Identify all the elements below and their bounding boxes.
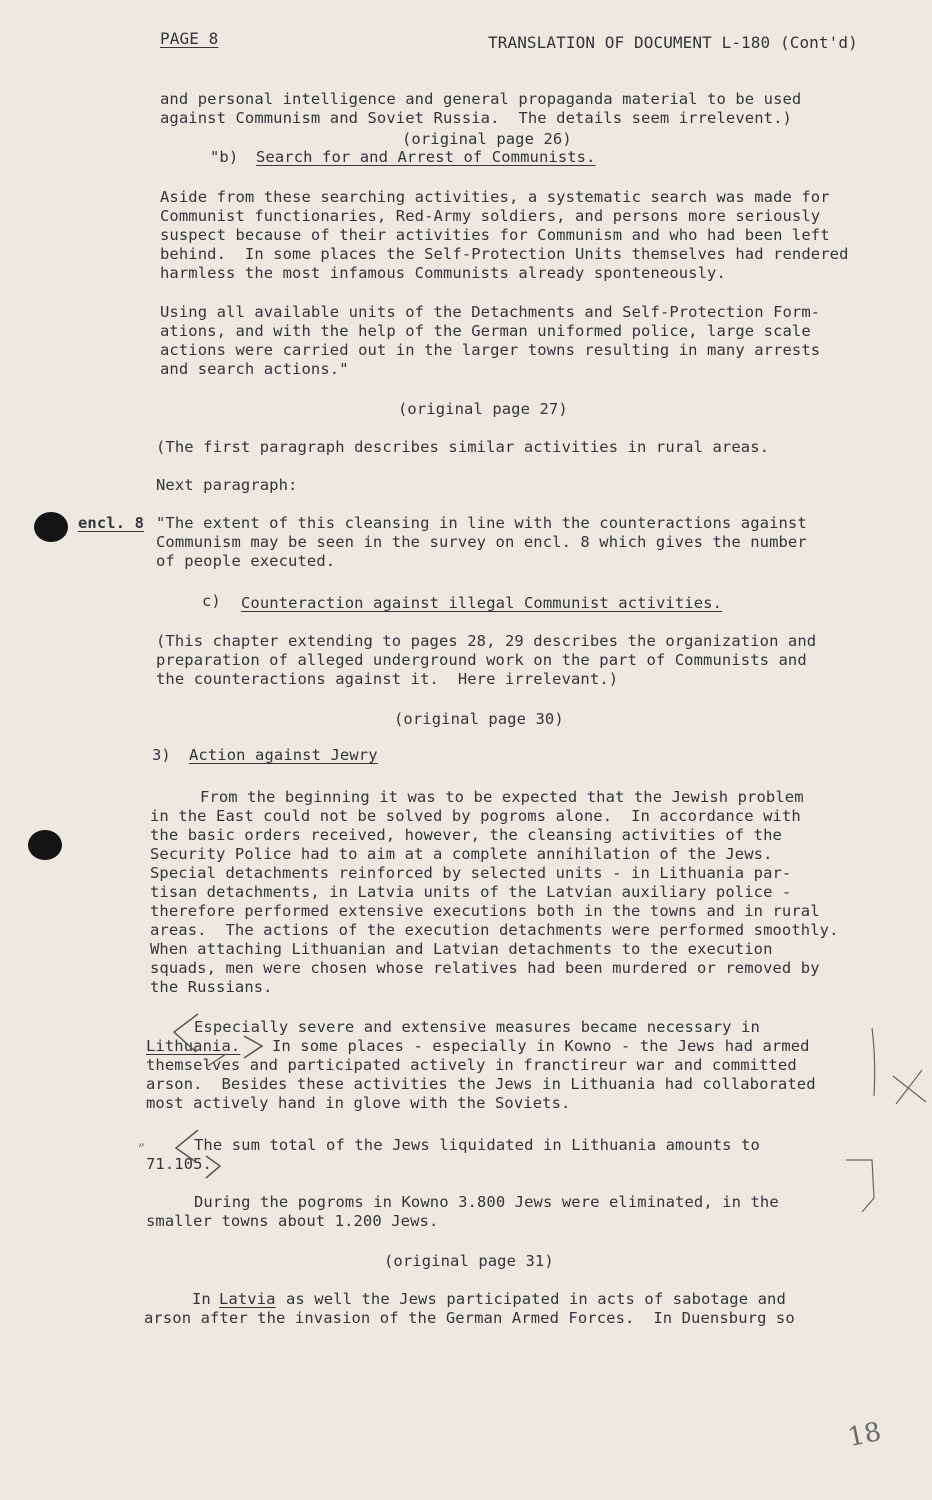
text-line: squads, men were chosen whose relatives had been murdered or removed by [150, 959, 820, 977]
text-line: themselves and participated actively in franctireur war and committed [146, 1056, 797, 1074]
underlined-place-name: Latvia [219, 1290, 276, 1308]
slash-mark [208, 1054, 226, 1066]
bracket-mark [244, 1036, 262, 1058]
text-line: "The extent of this cleansing in line with the counteractions against [156, 514, 807, 532]
text-line: against Communism and Soviet Russia. The details seem irrelevent.) [160, 109, 792, 127]
text-line: therefore performed extensive executions both in the towns and in rural [150, 902, 820, 920]
page-label: PAGE 8 [160, 29, 219, 48]
section-marker: 3) [152, 746, 171, 764]
page-reference: (original page 26) [402, 130, 572, 148]
text-line: (The first paragraph describes similar activities in rural areas. [156, 438, 770, 456]
text-line: and personal intelligence and general propaganda material to be used [160, 90, 802, 108]
text-line: Communist functionaries, Red-Army soldiers, and persons more seriously [160, 207, 821, 225]
text-line: most actively hand in glove with the Soviets. [146, 1094, 571, 1112]
bracket-mark [206, 1156, 220, 1178]
text-line: From the beginning it was to be expected that the Jewish problem [200, 788, 804, 806]
text-line: of people executed. [156, 552, 336, 570]
handwritten-tick: „ [138, 1133, 146, 1149]
text-line: the Russians. [150, 978, 273, 996]
text-line: as well the Jews participated in acts of sabotage and [286, 1290, 786, 1308]
text-line: and search actions." [160, 360, 349, 378]
text-line: arson after the invasion of the German Armed Forces. In Duensburg so [144, 1309, 795, 1327]
page-reference: (original page 27) [398, 400, 568, 418]
text-line: arson. Besides these activities the Jews in Lithuania had collaborated [146, 1075, 816, 1093]
handwritten-page-number: 18 [845, 1416, 884, 1454]
text-line: harmless the most infamous Communists already sponteneously. [160, 264, 726, 282]
text-line: In some places - especially in Kowno - the Jews had armed [272, 1037, 810, 1055]
section-marker: c) [202, 592, 221, 610]
text-line: Aside from these searching activities, a systematic search was made for [160, 188, 830, 206]
underlined-place-name: Lithuania. [146, 1037, 241, 1055]
section-heading: Search for and Arrest of Communists. [256, 148, 596, 166]
section-marker: "b) [210, 148, 239, 166]
text-line: smaller towns about 1.200 Jews. [146, 1212, 439, 1230]
text-line: the counteractions against it. Here irrelevant.) [156, 670, 619, 688]
text-line: When attaching Lithuanian and Latvian detachments to the execution [150, 940, 773, 958]
text-line: Next paragraph: [156, 476, 298, 494]
text-line: Special detachments reinforced by selected units - in Lithuania par- [150, 864, 792, 882]
document-title: TRANSLATION OF DOCUMENT L-180 (Cont'd) [488, 33, 858, 52]
text-line: Using all available units of the Detachments and Self-Protection Form- [160, 303, 821, 321]
margin-bracket [846, 1160, 874, 1212]
text-line: Communism may be seen in the survey on encl. 8 which gives the number [156, 533, 807, 551]
text-line: in the East could not be solved by pogroms alone. In accordance with [150, 807, 801, 825]
text-line: behind. In some places the Self-Protection Units themselves had rendered [160, 245, 849, 263]
text-line: the basic orders received, however, the cleansing activities of the [150, 826, 782, 844]
text-line: ations, and with the help of the German uniformed police, large scale [160, 322, 811, 340]
section-heading: Action against Jewry [189, 746, 378, 764]
text-line: suspect because of their activities for Communism and who had been left [160, 226, 830, 244]
text-line: areas. The actions of the execution detachments were performed smoothly. [150, 921, 839, 939]
page-reference: (original page 31) [384, 1252, 554, 1270]
text-line: 71.105. [146, 1155, 213, 1173]
bracket-mark [176, 1130, 198, 1162]
text-line: In [192, 1290, 211, 1308]
margin-line [872, 1028, 875, 1096]
text-line: actions were carried out in the larger towns resulting in many arrests [160, 341, 821, 359]
enclosure-reference: encl. 8 [78, 514, 145, 532]
bracket-mark [174, 1014, 198, 1052]
text-line: tisan detachments, in Latvia units of the Latvian auxiliary police - [150, 883, 792, 901]
text-line: Security Police had to aim at a complete annihilation of the Jews. [150, 845, 773, 863]
section-heading: Counteraction against illegal Communist activities. [241, 594, 723, 612]
text-line: The sum total of the Jews liquidated in Lithuania amounts to [194, 1136, 760, 1154]
text-line: During the pogroms in Kowno 3.800 Jews were eliminated, in the [194, 1193, 779, 1211]
text-line: (This chapter extending to pages 28, 29 describes the organization and [156, 632, 817, 650]
margin-cross [893, 1070, 926, 1104]
text-line: Especially severe and extensive measures became necessary in [194, 1018, 760, 1036]
page-reference: (original page 30) [394, 710, 564, 728]
text-line: preparation of alleged underground work on the part of Communists and [156, 651, 807, 669]
